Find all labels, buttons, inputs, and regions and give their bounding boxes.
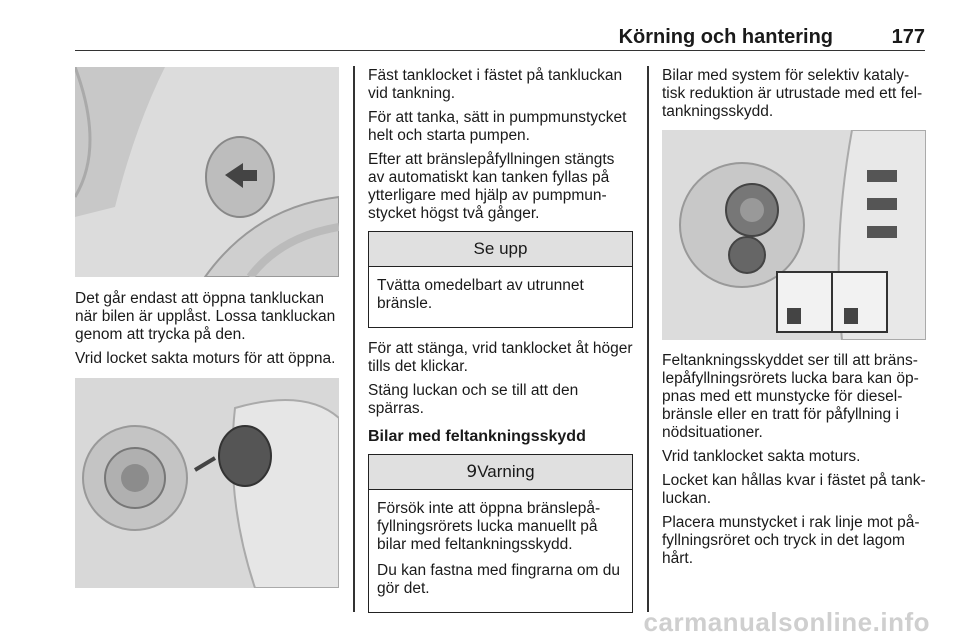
column-divider-left xyxy=(353,66,355,612)
misfuel-protection-drawing xyxy=(662,130,926,340)
fuel-cap-drawing xyxy=(75,378,339,588)
fuel-door-drawing xyxy=(75,67,339,277)
misfuel-protection-illustration xyxy=(662,130,926,340)
column-3-text-a xyxy=(662,67,927,127)
paragraph: Bilar med system för selektiv katalytisk reduktion är utrustade med ett feltankningsskydd. xyxy=(662,67,923,120)
caution-box xyxy=(368,231,633,328)
warning-title: Varning xyxy=(477,462,535,481)
paragraph: Vrid locket sakta moturs för att öppna. xyxy=(75,350,336,367)
paragraph: Stäng luckan och se till att den spärras. xyxy=(368,382,579,417)
warning-header xyxy=(369,455,632,490)
fuel-cap-illustration xyxy=(75,378,339,588)
watermark: carmanualsonline.info xyxy=(643,607,930,637)
column-divider-right xyxy=(647,66,649,612)
warning-icon: 9 xyxy=(466,462,478,482)
warning-text: Du kan fastna med fingrarna om du gör det. xyxy=(377,562,620,597)
column-3-text-b xyxy=(662,352,927,574)
subheading: Bilar med feltankningsskydd xyxy=(368,428,586,445)
column-2 xyxy=(368,67,633,625)
page-number: 177 xyxy=(891,26,925,48)
paragraph: För att stänga, vrid tanklocket åt höger tills det klickar. xyxy=(368,340,633,375)
caution-text: Tvätta omedelbart av utrunnet bränsle. xyxy=(377,277,584,312)
paragraph: För att tanka, sätt in pumpmunstycket helt och starta pumpen. xyxy=(368,109,627,144)
paragraph: Feltankningsskyddet ser till att bränslepåfyllningsrörets lucka bara kan öppnas med ett munstycke för dieselbränsle eller en tratt för påfyllning i nödsituationer. xyxy=(662,352,919,441)
page-header xyxy=(75,22,925,51)
paragraph: Efter att bränslepåfyllningen stängts av automatiskt kan tanken fyllas på ytterligare med hjälp av pumpmunstycket högst två gånger. xyxy=(368,151,615,222)
paragraph: Det går endast att öppna tankluckan när bilen är upplåst. Lossa tankluckan genom att trycka på den. xyxy=(75,290,336,343)
paragraph: Vrid tanklocket sakta moturs. xyxy=(662,448,861,465)
column-1-text-a xyxy=(75,290,345,374)
paragraph: Locket kan hållas kvar i fästet på tankluckan. xyxy=(662,472,926,507)
caution-title: Se upp xyxy=(369,232,632,267)
warning-text: Försök inte att öppna bränslepåfyllningsrörets lucka manuellt på bilar med feltankningsskydd. xyxy=(377,500,601,553)
paragraph: Fäst tanklocket i fästet på tankluckan vid tankning. xyxy=(368,67,623,102)
warning-box xyxy=(368,454,633,613)
section-title: Körning och hantering xyxy=(618,26,833,48)
fuel-door-illustration xyxy=(75,67,339,277)
paragraph: Placera munstycket i rak linje mot påfyllningsröret och tryck in det lagom hårt. xyxy=(662,514,920,567)
